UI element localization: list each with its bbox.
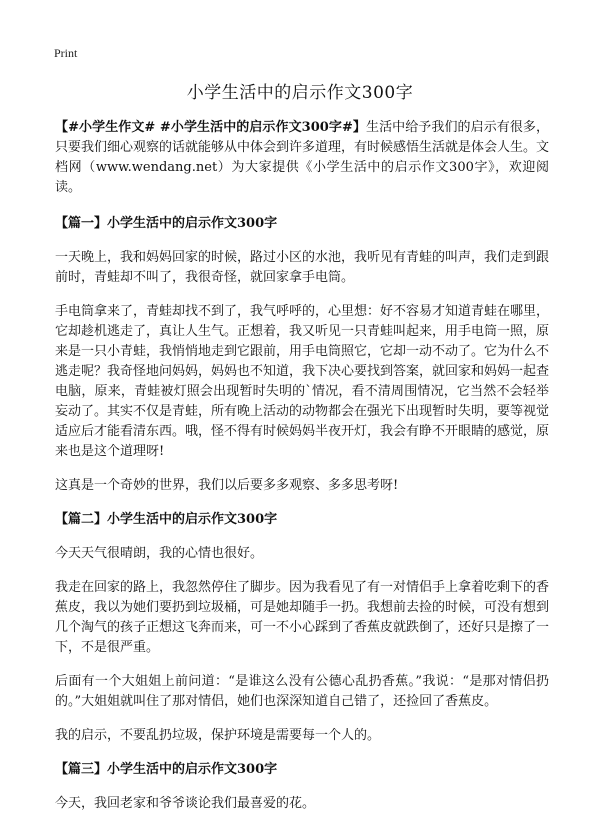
intro-tags: 【#小学生作文# #小学生活中的启示作文300字#】 bbox=[55, 120, 366, 135]
section-heading-2: 【篇二】小学生活中的启示作文300字 bbox=[55, 512, 278, 527]
section-heading-3: 【篇三】小学生活中的启示作文300字 bbox=[55, 762, 278, 777]
section-1-paragraph-3: 这真是一个奇妙的世界，我们以后要多多观察、多多思考呀! bbox=[55, 478, 399, 493]
section-2-paragraph-2: 我走在回家的路上，我忽然停住了脚步。因为我看见了有一对情侣手上拿着吃剩下的香蕉皮，我以为她们要扔到垃圾桶，可是她却随手一扔。我想前去捡的时候，可没有想到几个淘气的孩子正想这飞奔而来，可一不小心踩到了香蕉皮就跌倒了，还好只是擦了一下，不是很严重。 bbox=[55, 580, 550, 655]
section-2-paragraph-1: 今天天气很晴朗，我的心情也很好。 bbox=[55, 546, 264, 561]
intro-text: 生活中给予我们的启示有很多，只要我们细心观察的话就能够从中体会到许多道理，有时候感悟生活就是体会人生。文档网（www.wendang.net）为大家提供《小学生活中的启示作文300字》，欢迎阅读。 bbox=[55, 120, 550, 195]
section-2-paragraph-4: 我的启示，不要乱扔垃圾，保护环境是需要每一个人的。 bbox=[55, 728, 381, 743]
section-1-paragraph-1: 一天晚上，我和妈妈回家的时候，路过小区的水池，我听见有青蛙的叫声，我们走到跟前时，青蛙却不叫了，我很奇怪，就回家拿手电筒。 bbox=[55, 250, 550, 285]
section-2-paragraph-3: 后面有一个大姐姐上前问道：“是谁这么没有公德心乱扔香蕉。”我说：“是那对情侣扔的。”大姐姐就叫住了那对情侣，她们也深深知道自己错了，还捡回了香蕉皮。 bbox=[55, 674, 549, 709]
intro-paragraph bbox=[55, 118, 549, 198]
article-body bbox=[55, 118, 549, 828]
section-3-paragraph-1: 今天，我回老家和爷爷谈论我们最喜爱的花。 bbox=[55, 796, 316, 811]
page-title: 小学生活中的启示作文300字 bbox=[186, 83, 414, 103]
section-heading-1: 【篇一】小学生活中的启示作文300字 bbox=[55, 216, 278, 231]
section-1-paragraph-2: 手电筒拿来了，青蛙却找不到了，我气呼呼的，心里想：好不容易才知道青蛙在哪里，它却趁机逃走了，真让人生气。正想着，我又听见一只青蛙叫起来，用手电筒一照，原来是一只小青蛙，我悄悄地走到它跟前，用手电筒照它，它却一动不动了。它为什么不逃走呢？我奇怪地问妈妈，妈妈也不知道，我下决心要找到答案，就回家和妈妈一起查电脑，原来，青蛙被灯照会出现暂时失明的`情况，看不清周围情况，它当然不会轻举妄动了。其实不仅是青蛙，所有晚上活动的动物都会在强光下出现暂时失明，要等视觉适应后才能看清东西。哦，怪不得有时候妈妈半夜开灯，我会有睁不开眼睛的感觉，原来也是这个道理呀! bbox=[55, 304, 550, 459]
print-label: Print bbox=[54, 46, 78, 60]
